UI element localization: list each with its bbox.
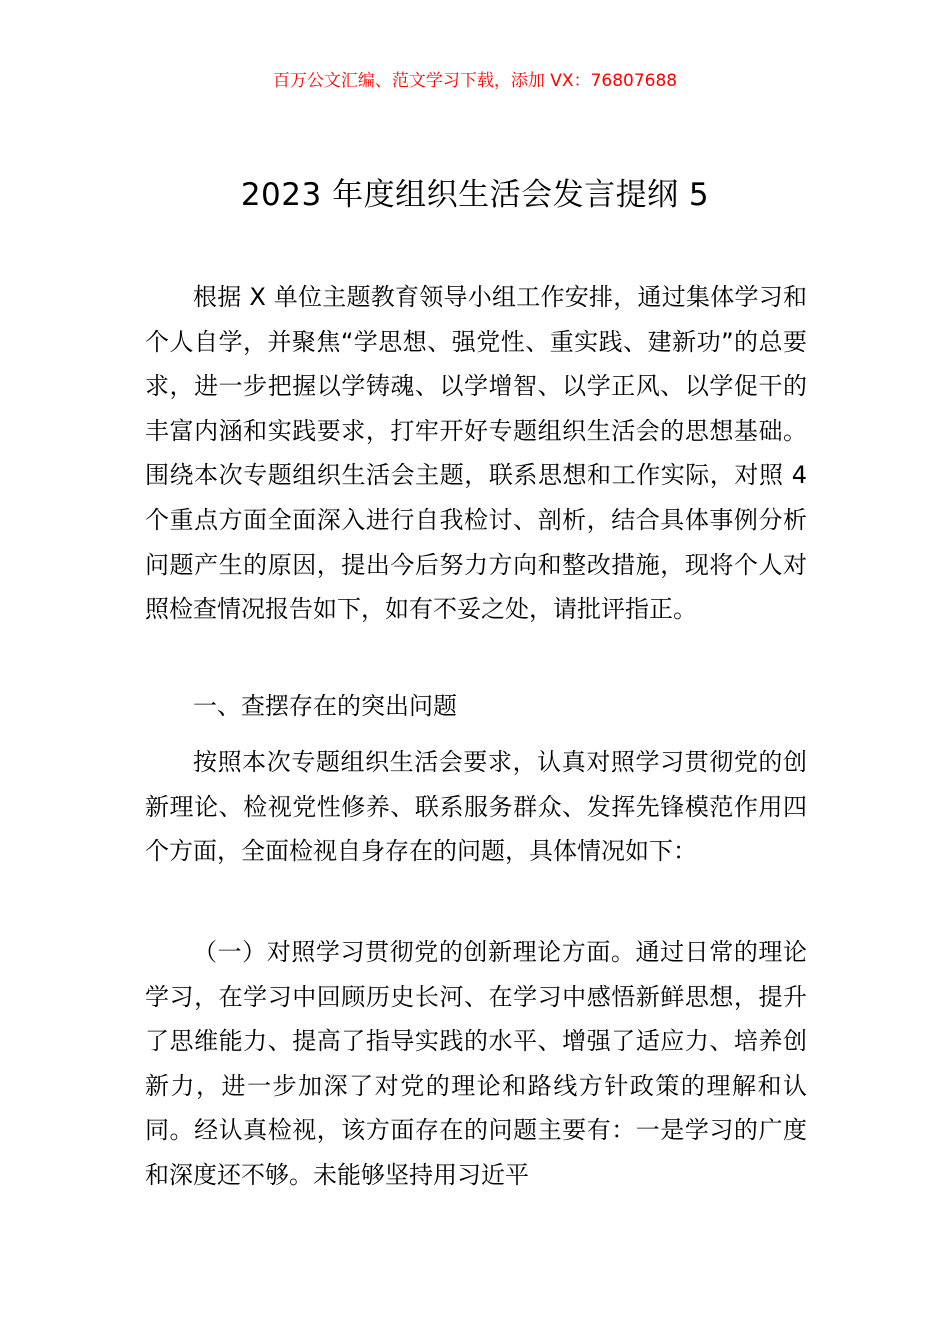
- section-intro-paragraph: 按照本次专题组织生活会要求，认真对照学习贯彻党的创新理论、检视党性修养、联系服务群众、发挥先锋模范作用四个方面，全面检视自身存在的问题，具体情况如下：: [145, 748, 807, 866]
- header-promo-note: 百万公文汇编、范文学习下载，添加 VX：76807688: [272, 71, 678, 91]
- section-heading: 一、查摆存在的突出问题: [193, 692, 457, 720]
- subsection-paragraph: （一）对照学习贯彻党的创新理论方面。通过日常的理论学习，在学习中回顾历史长河、在学习中感悟新鲜思想，提升了思维能力、提高了指导实践的水平、增强了适应力、培养创新力，进一步加深了对党的理论和路线方针政策的理解和认同。经认真检视，该方面存在的问题主要有：一是学习的广度和深度还不够。未能够坚持用习近平: [145, 938, 807, 1189]
- intro-paragraph: 根据 X 单位主题教育领导小组工作安排，通过集体学习和个人自学，并聚焦“学思想、强党性、重实践、建新功”的总要求，进一步把握以学铸魂、以学增智、以学正风、以学促干的丰富内涵和实践要求，打牢开好专题组织生活会的思想基础。围绕本次专题组织生活会主题，联系思想和工作实际，对照 4 个重点方面全面深入进行自我检讨、剖析，结合具体事例分析问题产生的原因，提出今后努力方向和整改措施，现将个人对照检查情况报告如下，如有不妥之处，请批评指正。: [145, 283, 807, 624]
- document-title: 2023 年度组织生活会发言提纲 5: [240, 177, 710, 213]
